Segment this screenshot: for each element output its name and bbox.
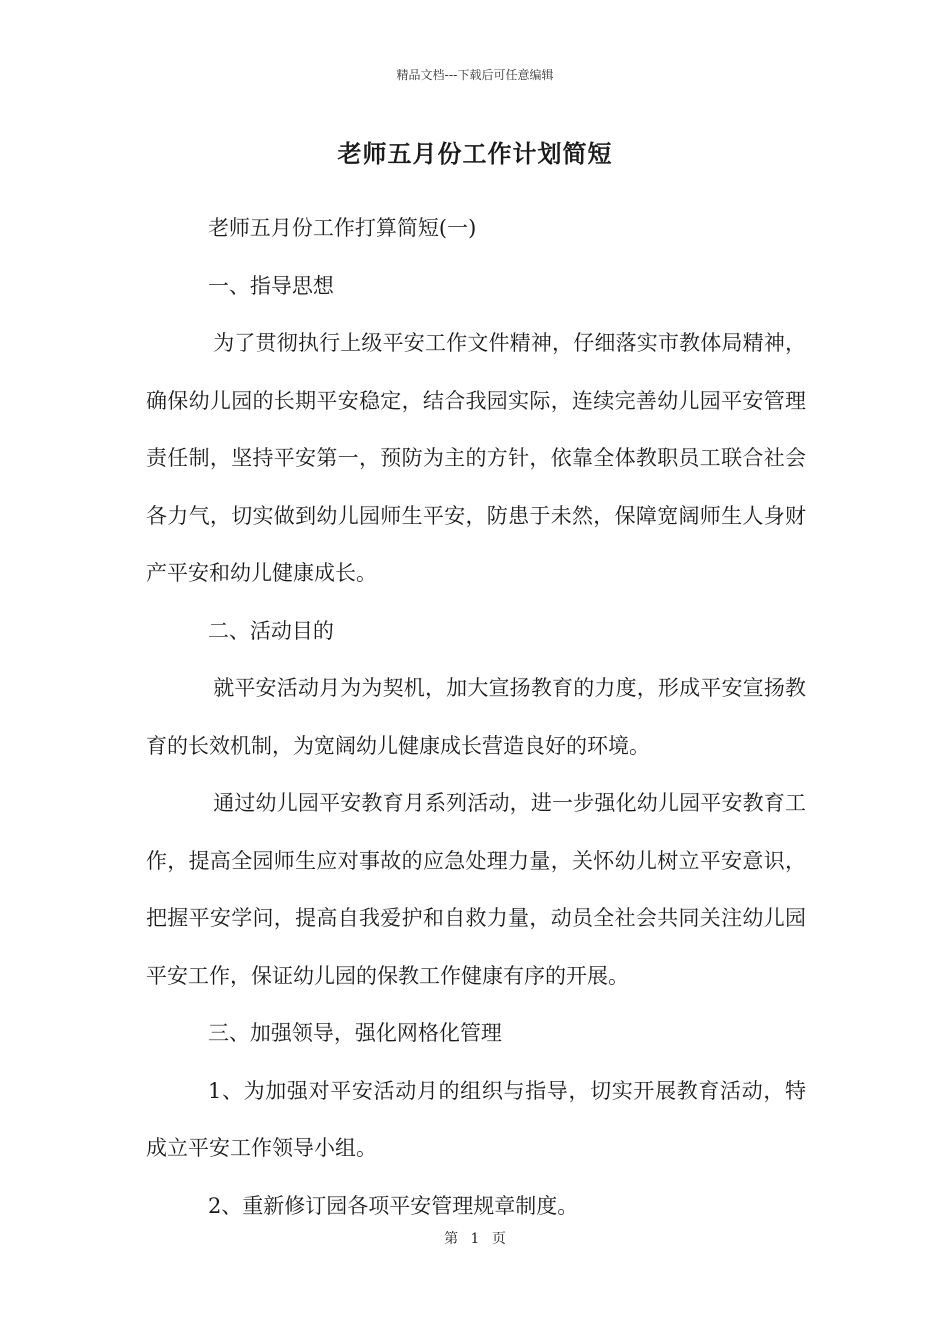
header-note: 精品文档---下载后可任意编辑 [396, 68, 554, 82]
section-subtitle: 老师五月份工作打算简短(一) [207, 216, 477, 240]
document-body [146, 200, 806, 1235]
paragraph-purpose-1: 就平安活动月为为契机，加大宣扬教育的力度，形成平安宣扬教育的长效机制，为宽阔幼儿健康成长营造良好的环境。 [146, 676, 806, 758]
page-footer [0, 1228, 950, 1248]
list-item-1: 1、为加强对平安活动月的组织与指导，切实开展教育活动，特成立平安工作领导小组。 [146, 1078, 806, 1160]
section-heading-1: 一、指导思想 [207, 273, 334, 298]
paragraph-purpose-2: 通过幼儿园平安教育月系列活动，进一步强化幼儿园平安教育工作，提高全园师生应对事故的应急处理力量，关怀幼儿树立平安意识，把握平安学问，提高自我爱护和自救力量，动员全社会共同关注幼儿园平安工作，保证幼儿园的保教工作健康有序的开展。 [146, 791, 806, 988]
document-title: 老师五月份工作计划简短 [337, 139, 613, 168]
footer-prefix: 第 [444, 1231, 459, 1247]
section-heading-2: 二、活动目的 [207, 618, 334, 643]
page-number: 1 [470, 1231, 480, 1247]
footer-suffix: 页 [491, 1231, 506, 1247]
paragraph-guiding-thought: 为了贯彻执行上级平安工作文件精神，仔细落实市教体局精神，确保幼儿园的长期平安稳定，结合我园实际，连续完善幼儿园平安管理责任制，坚持平安第一，预防为主的方针，依靠全体教职员工联合社会各力气，切实做到幼儿园师生平安，防患于未然，保障宽阔师生人身财产平安和幼儿健康成长。 [146, 331, 806, 585]
list-item-2: 2、重新修订园各项平安管理规章制度。 [207, 1193, 579, 1218]
section-heading-3: 三、加强领导，强化网格化管理 [207, 1021, 502, 1045]
